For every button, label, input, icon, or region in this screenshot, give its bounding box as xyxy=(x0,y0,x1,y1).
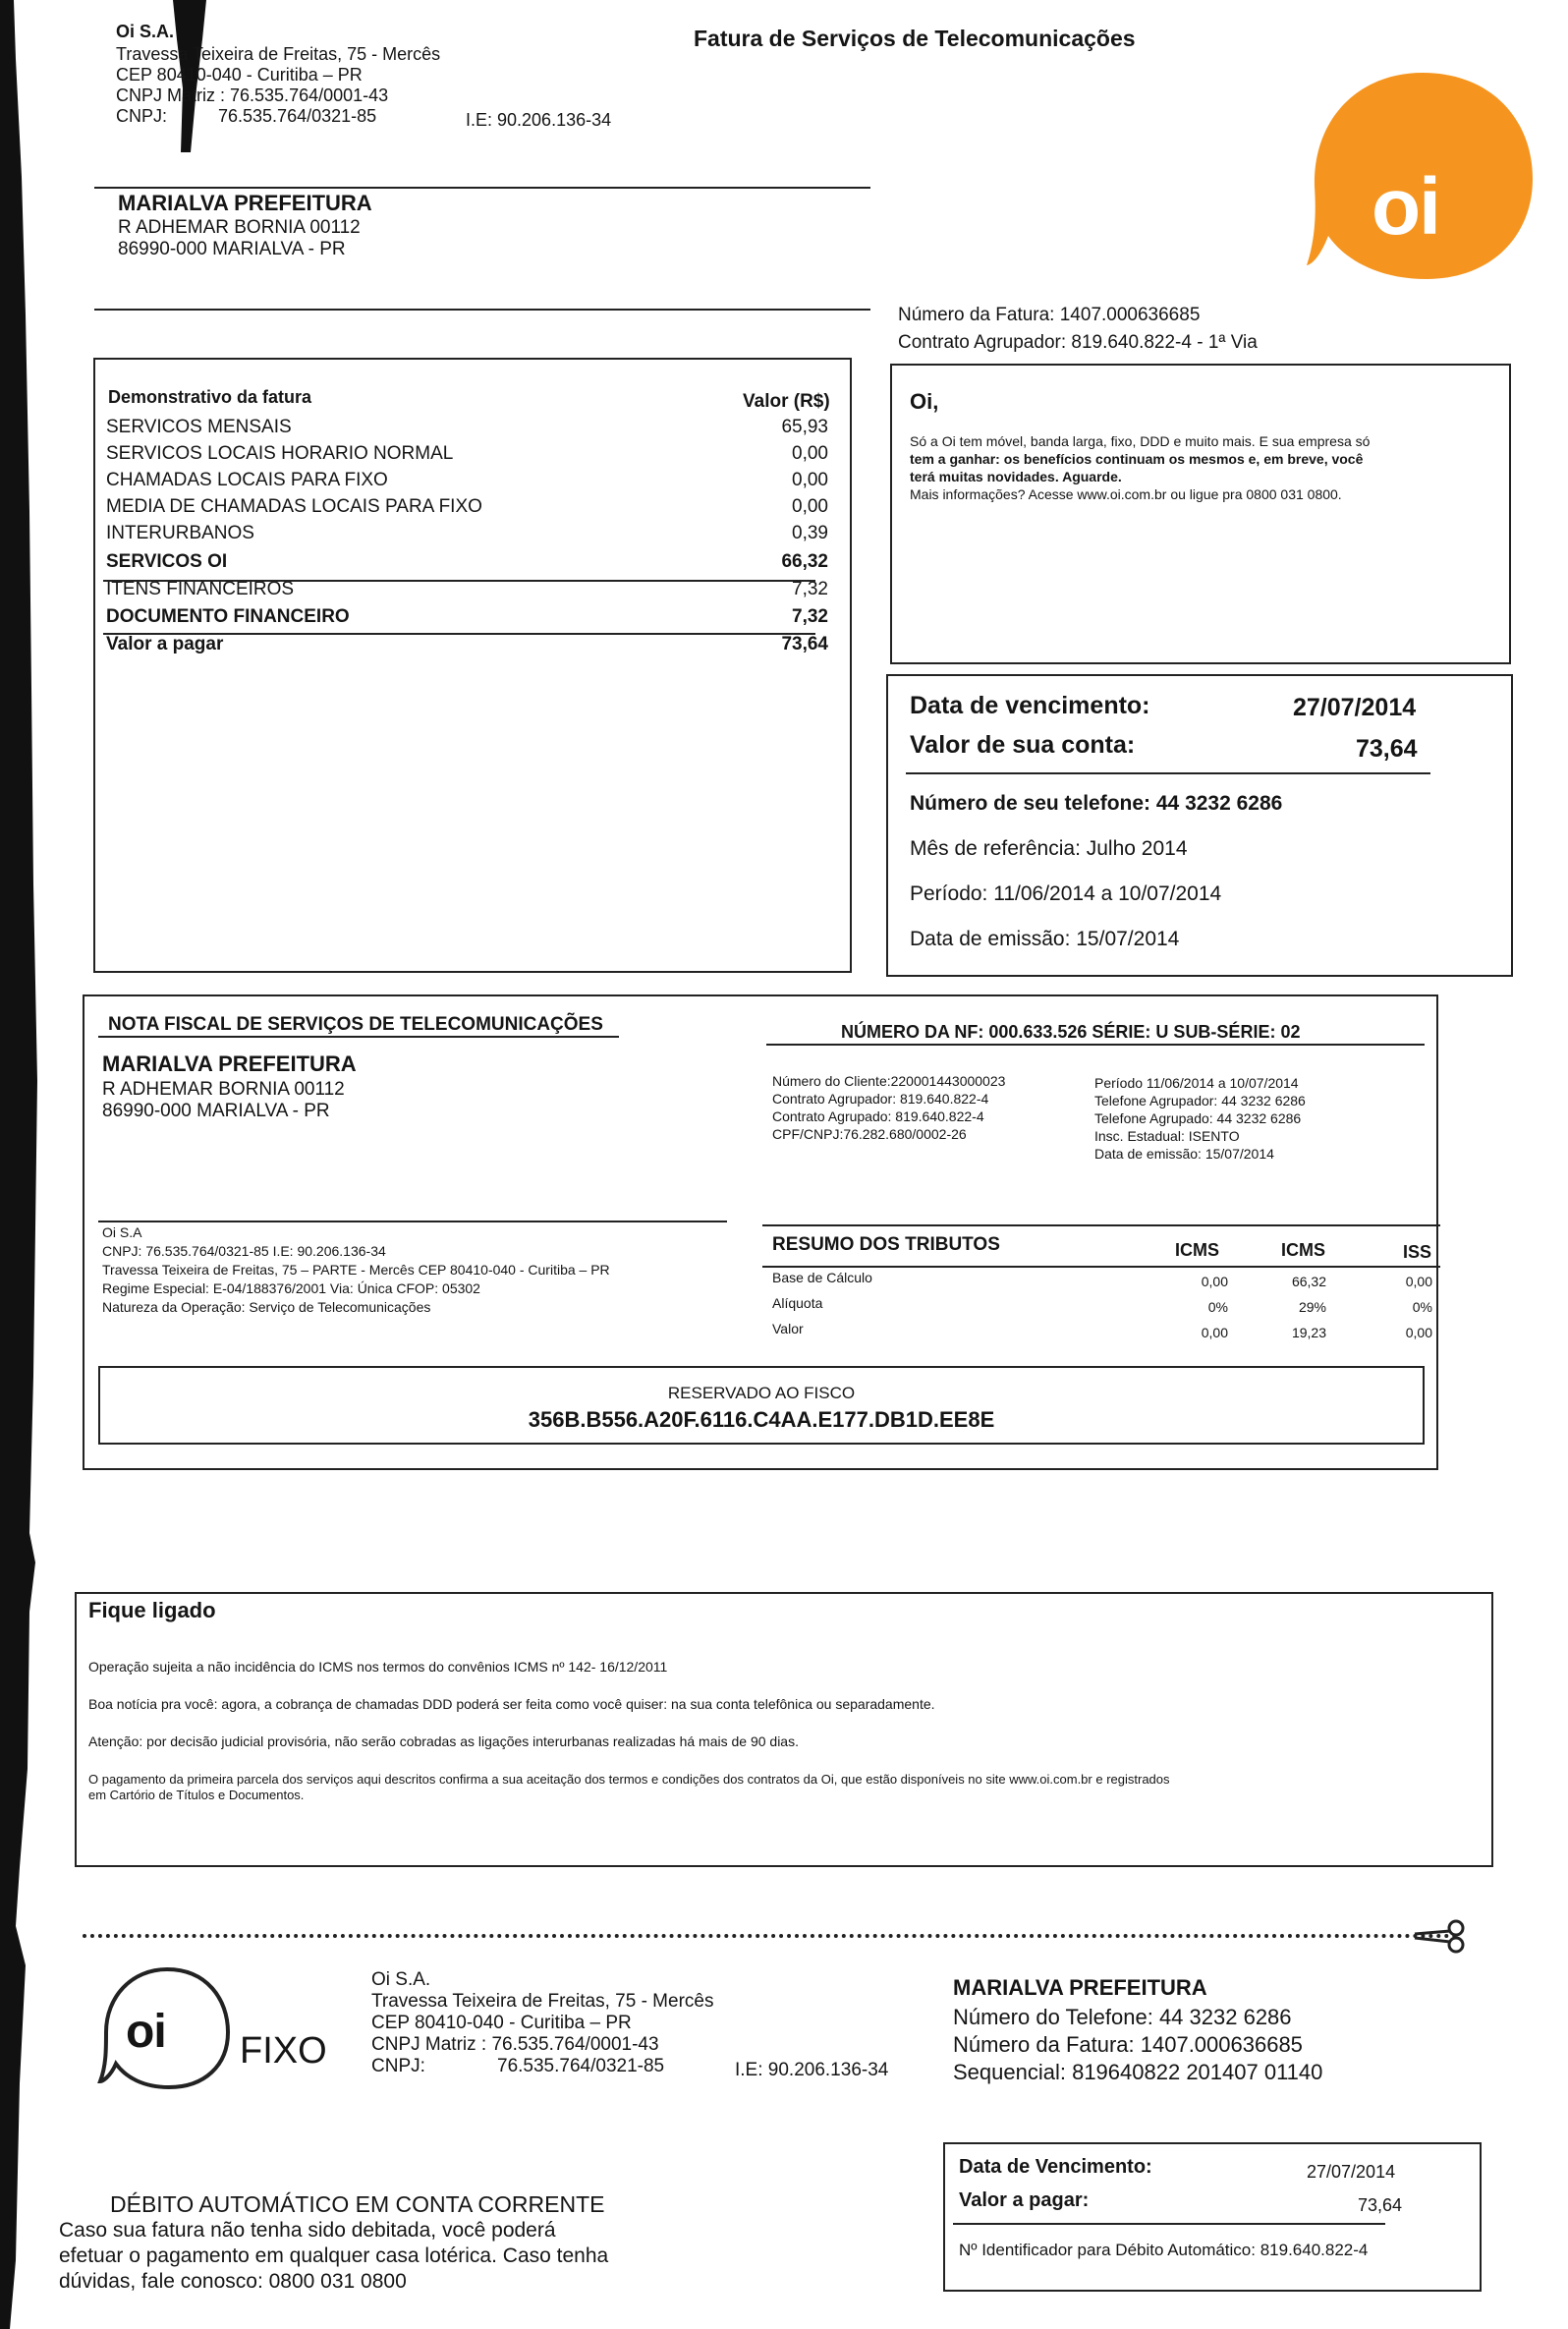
demonstrativo-row-value: 65,93 xyxy=(781,417,828,437)
demonstrativo-row xyxy=(106,496,828,522)
summary-divider xyxy=(906,772,1430,774)
row-divider xyxy=(103,633,815,635)
demonstrativo-row xyxy=(106,470,828,495)
company-ie: I.E: 90.206.136-34 xyxy=(466,110,612,130)
tributos-cell: 0,00 xyxy=(1201,1274,1228,1289)
due-date-label: Data de vencimento: xyxy=(910,692,1150,719)
oi-sa-address: Travessa Teixeira de Freitas, 75 – PARTE - Mercês CEP 80410-040 - Curitiba – PR xyxy=(102,1262,610,1278)
cpf-cnpj: CPF/CNPJ:76.282.680/0002-26 xyxy=(772,1126,967,1142)
stub-due-date: 27/07/2014 xyxy=(1307,2162,1396,2182)
demonstrativo-row-value: 0,00 xyxy=(792,470,828,490)
contract-agrupador: Contrato Agrupador: 819.640.822-4 xyxy=(772,1091,989,1107)
demonstrativo-row-label: Valor a pagar xyxy=(106,634,224,654)
divider xyxy=(762,1224,1440,1226)
demonstrativo-row-value: 73,64 xyxy=(781,634,828,654)
stub-company-address: Travessa Teixeira de Freitas, 75 - Mercês xyxy=(371,1991,714,2012)
nota-underline xyxy=(766,1044,1425,1046)
billing-period: Período: 11/06/2014 a 10/07/2014 xyxy=(910,882,1222,905)
divider xyxy=(98,1221,727,1222)
tributos-cell: 0% xyxy=(1412,1299,1432,1315)
nota-customer-city: 86990-000 MARIALVA - PR xyxy=(102,1101,330,1121)
demonstrativo-row-label: INTERURBANOS xyxy=(106,523,254,543)
fique-text: Atenção: por decisão judicial provisória, não serão cobradas as ligações interurbanas realizadas há mais de 90 dias. xyxy=(88,1733,799,1749)
stub-company-cnpj-label: CNPJ: xyxy=(371,2056,425,2076)
demonstrativo-row-value: 7,32 xyxy=(792,579,828,599)
company-cnpj-matriz: CNPJ Matriz : 76.535.764/0001-43 xyxy=(116,85,389,105)
oi-fixo-logo-text: oi xyxy=(126,2006,166,2058)
company-address: Travessa Teixeira de Freitas, 75 - Mercês xyxy=(116,44,441,64)
fique-text: em Cartório de Títulos e Documentos. xyxy=(88,1788,305,1802)
tributos-row-label: Base de Cálculo xyxy=(772,1270,872,1285)
reference-month: Mês de referência: Julho 2014 xyxy=(910,837,1188,860)
oi-sa-cnpj: CNPJ: 76.535.764/0321-85 I.E: 90.206.136-34 xyxy=(102,1243,386,1259)
fique-ligado-box xyxy=(75,1592,1493,1867)
customer-name: MARIALVA PREFEITURA xyxy=(118,191,372,215)
tributos-cell: 0,00 xyxy=(1201,1325,1228,1340)
contract-number: Contrato Agrupador: 819.640.822-4 - 1ª Via xyxy=(898,332,1258,353)
demonstrativo-row xyxy=(106,606,828,632)
cut-line xyxy=(83,1934,1458,1938)
demonstrativo-row xyxy=(106,443,828,469)
invoice-number: Número da Fatura: 1407.000636685 xyxy=(898,305,1201,325)
demonstrativo-row-value: 0,00 xyxy=(792,496,828,517)
promo-line: terá muitas novidades. Aguarde. xyxy=(910,469,1122,484)
promo-line: Só a Oi tem móvel, banda larga, fixo, DDD e muito mais. E sua empresa só xyxy=(910,433,1371,449)
promo-greeting: Oi, xyxy=(910,389,939,414)
demonstrativo-row-value: 0,39 xyxy=(792,523,828,543)
due-date: 27/07/2014 xyxy=(1293,694,1417,721)
nota-title: NOTA FISCAL DE SERVIÇOS DE TELECOMUNICAÇÕES xyxy=(108,1014,603,1035)
nota-issue-date: Data de emissão: 15/07/2014 xyxy=(1094,1146,1274,1162)
fique-text: Operação sujeita a não incidência do ICMS nos termos do convênios ICMS nº 142- 16/12/2011 xyxy=(88,1659,668,1675)
nota-customer-street: R ADHEMAR BORNIA 00112 xyxy=(102,1079,345,1100)
demonstrativo-row-label: SERVICOS LOCAIS HORARIO NORMAL xyxy=(106,443,454,464)
tributos-col: ICMS xyxy=(1281,1240,1325,1260)
stub-company-name: Oi S.A. xyxy=(371,1969,431,1990)
phone-agrupador: Telefone Agrupador: 44 3232 6286 xyxy=(1094,1093,1306,1108)
company-cnpj: 76.535.764/0321-85 xyxy=(218,106,377,126)
tributos-col: ISS xyxy=(1403,1242,1432,1262)
tributos-cell: 19,23 xyxy=(1291,1325,1326,1340)
demonstrativo-row-label: DOCUMENTO FINANCEIRO xyxy=(106,606,350,627)
demonstrativo-row-value: 0,00 xyxy=(792,443,828,464)
tributos-row-label: Alíquota xyxy=(772,1295,823,1311)
stub-invoice-number: Número da Fatura: 1407.000636685 xyxy=(953,2032,1303,2057)
tributos-cell: 0,00 xyxy=(1405,1274,1432,1289)
nota-number: NÚMERO DA NF: 000.633.526 SÉRIE: U SUB-SÉRIE: 02 xyxy=(841,1022,1301,1042)
oi-sa-regime: Regime Especial: E-04/188376/2001 Via: Única CFOP: 05302 xyxy=(102,1280,480,1296)
tributos-cell: 0% xyxy=(1207,1299,1228,1315)
debit-text: efetuar o pagamento em qualquer casa lotérica. Caso tenha xyxy=(59,2244,609,2267)
stub-phone: Número do Telefone: 44 3232 6286 xyxy=(953,2005,1292,2029)
demonstrativo-row-value: 7,32 xyxy=(792,606,828,627)
demonstrativo-row-label: SERVICOS OI xyxy=(106,551,228,572)
demonstrativo-row xyxy=(106,551,828,577)
fique-ligado-title: Fique ligado xyxy=(88,1598,216,1622)
phone-number: Número de seu telefone: 44 3232 6286 xyxy=(910,792,1283,815)
stub-company-cnpj-matriz: CNPJ Matriz : 76.535.764/0001-43 xyxy=(371,2034,659,2055)
oi-sa-natureza: Natureza da Operação: Serviço de Telecomunicações xyxy=(102,1299,431,1315)
fisco-box xyxy=(98,1366,1425,1445)
stub-company-cnpj: 76.535.764/0321-85 xyxy=(497,2056,665,2076)
stub-debit-id: Nº Identificador para Débito Automático: 819.640.822-4 xyxy=(959,2241,1369,2259)
demonstrativo-row-label: CHAMADAS LOCAIS PARA FIXO xyxy=(106,470,388,490)
nota-period: Período 11/06/2014 a 10/07/2014 xyxy=(1094,1075,1299,1091)
divider xyxy=(762,1266,1440,1268)
fixo-label: FIXO xyxy=(240,2030,327,2072)
state-registration: Insc. Estadual: ISENTO xyxy=(1094,1128,1240,1144)
stub-amount-label: Valor a pagar: xyxy=(959,2189,1090,2211)
stub-due-label: Data de Vencimento: xyxy=(959,2156,1152,2178)
stub-sequential: Sequencial: 819640822 201407 01140 xyxy=(953,2060,1323,2084)
demonstrativo-row-label: ITENS FINANCEIROS xyxy=(106,579,295,599)
stub-company-ie: I.E: 90.206.136-34 xyxy=(735,2060,889,2080)
oi-logo-text: oi xyxy=(1372,162,1439,252)
stub-divider xyxy=(953,2223,1385,2225)
demonstrativo-row-label: SERVICOS MENSAIS xyxy=(106,417,292,437)
company-name: Oi S.A. xyxy=(116,22,175,41)
invoice-title: Fatura de Serviços de Telecomunicações xyxy=(694,26,1136,51)
oi-sa-name: Oi S.A xyxy=(102,1224,142,1240)
fique-text: O pagamento da primeira parcela dos serviços aqui descritos confirma a sua aceitação dos termos e condições dos contratos da Oi, que estão disponíveis no site www.oi.com.br e registrados xyxy=(88,1772,1170,1787)
tributos-cell: 29% xyxy=(1298,1299,1326,1315)
row-divider xyxy=(103,580,815,582)
debit-text: dúvidas, fale conosco: 0800 031 0800 xyxy=(59,2270,407,2293)
demonstrativo-row xyxy=(106,634,828,659)
amount-label: Valor de sua conta: xyxy=(910,731,1136,759)
demonstrativo-row-value: 66,32 xyxy=(781,551,828,572)
fisco-label: RESERVADO AO FISCO xyxy=(667,1384,856,1402)
contract-agrupado: Contrato Agrupado: 819.640.822-4 xyxy=(772,1108,984,1124)
divider xyxy=(94,187,870,189)
promo-line: Mais informações? Acesse www.oi.com.br ou ligue pra 0800 031 0800. xyxy=(910,486,1342,502)
scan-left-edge xyxy=(0,0,39,2329)
scissors-icon xyxy=(1413,1918,1468,1954)
demonstrativo-row xyxy=(106,523,828,548)
nota-customer-name: MARIALVA PREFEITURA xyxy=(102,1051,357,1076)
customer-street: R ADHEMAR BORNIA 00112 xyxy=(118,217,361,238)
promo-line: tem a ganhar: os benefícios continuam os mesmos e, em breve, você xyxy=(910,451,1364,467)
stub-company-cep: CEP 80410-040 - Curitiba – PR xyxy=(371,2013,632,2033)
stub-customer-name: MARIALVA PREFEITURA xyxy=(953,1975,1207,2000)
demonstrativo-row xyxy=(106,579,828,604)
customer-city: 86990-000 MARIALVA - PR xyxy=(118,239,346,259)
client-number: Número do Cliente:220001443000023 xyxy=(772,1073,1006,1089)
tributos-cell: 0,00 xyxy=(1405,1325,1432,1340)
company-cep: CEP 80410-040 - Curitiba – PR xyxy=(116,65,363,85)
amount: 73,64 xyxy=(1356,735,1418,763)
tributos-cell: 66,32 xyxy=(1291,1274,1326,1289)
fique-text: Boa notícia pra você: agora, a cobrança de chamadas DDD poderá ser feita como você quiser: na sua conta telefônica ou separadamente. xyxy=(88,1696,935,1712)
fisco-hash: 356B.B556.A20F.6116.C4AA.E177.DB1D.EE8E xyxy=(528,1407,995,1432)
divider xyxy=(94,309,870,311)
nota-underline xyxy=(98,1036,619,1038)
demonstrativo-row xyxy=(106,417,828,442)
tributos-title: RESUMO DOS TRIBUTOS xyxy=(772,1234,1000,1255)
demonstrativo-row-label: MEDIA DE CHAMADAS LOCAIS PARA FIXO xyxy=(106,496,482,517)
tributos-col: ICMS xyxy=(1175,1240,1219,1260)
value-header: Valor (R$) xyxy=(743,391,830,412)
tributos-row-label: Valor xyxy=(772,1321,804,1336)
issue-date: Data de emissão: 15/07/2014 xyxy=(910,928,1180,950)
company-cnpj-label: CNPJ: xyxy=(116,106,168,126)
phone-agrupado: Telefone Agrupado: 44 3232 6286 xyxy=(1094,1110,1302,1126)
stub-amount: 73,64 xyxy=(1358,2195,1403,2215)
debit-title: DÉBITO AUTOMÁTICO EM CONTA CORRENTE xyxy=(110,2191,605,2217)
demonstrativo-title: Demonstrativo da fatura xyxy=(108,387,312,407)
debit-text: Caso sua fatura não tenha sido debitada, você poderá xyxy=(59,2219,556,2242)
promo-box xyxy=(890,364,1511,664)
